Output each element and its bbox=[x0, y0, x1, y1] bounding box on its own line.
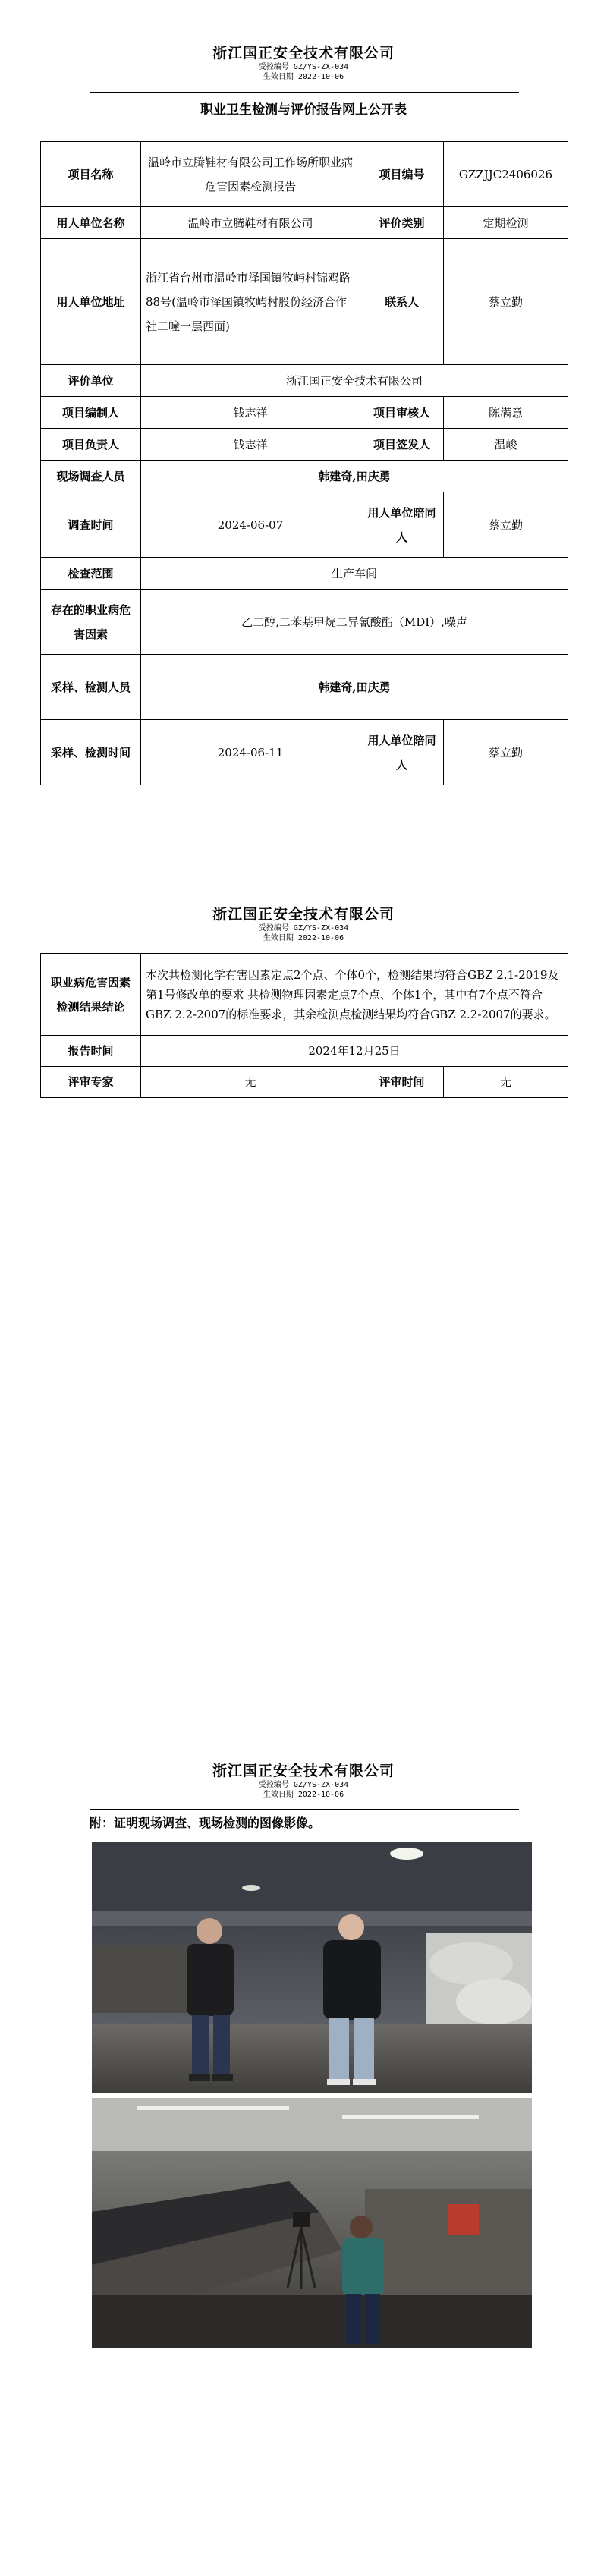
escort2-label: 用人单位陪同人 bbox=[360, 720, 444, 785]
table-row bbox=[41, 655, 568, 720]
issuer-value: 温峻 bbox=[444, 429, 568, 461]
header-divider bbox=[90, 92, 519, 93]
table-row bbox=[41, 590, 568, 655]
sampling-people-label: 采样、检测人员 bbox=[41, 655, 141, 720]
expert-label: 评审专家 bbox=[41, 1067, 141, 1098]
reviewer-value: 陈满意 bbox=[444, 397, 568, 429]
leader-value: 钱志祥 bbox=[141, 429, 360, 461]
page-header-2 bbox=[0, 903, 607, 943]
report-time-value: 2024年12月25日 bbox=[141, 1036, 568, 1067]
table-row bbox=[41, 239, 568, 365]
company-name: 浙江国正安全技术有限公司 bbox=[212, 45, 395, 61]
effective-date: 生效日期 2022-10-06 bbox=[263, 1791, 344, 1799]
contact-label: 联系人 bbox=[360, 239, 444, 365]
review-time-label: 评审时间 bbox=[360, 1067, 444, 1098]
site-detection-photo-graphic bbox=[92, 2098, 532, 2348]
table-row bbox=[41, 492, 568, 558]
sampling-time-value: 2024-06-11 bbox=[141, 720, 360, 785]
eval-unit-value: 浙江国正安全技术有限公司 bbox=[141, 365, 568, 397]
review-time-value: 无 bbox=[444, 1067, 568, 1098]
escort1-value: 蔡立勤 bbox=[444, 492, 568, 558]
site-survey-photo-graphic bbox=[92, 1842, 532, 2093]
page-header-1 bbox=[0, 42, 607, 82]
header-divider bbox=[90, 1809, 519, 1810]
table-row bbox=[41, 429, 568, 461]
conclusion-label: 职业病危害因素检测结果结论 bbox=[41, 954, 141, 1036]
table-row bbox=[41, 397, 568, 429]
info-table bbox=[40, 141, 568, 785]
unit-address-label: 用人单位地址 bbox=[41, 239, 141, 365]
table-row bbox=[41, 1036, 568, 1067]
expert-value: 无 bbox=[141, 1067, 360, 1098]
scope-label: 检查范围 bbox=[41, 558, 141, 590]
survey-people-value: 韩建奇,田庆勇 bbox=[141, 461, 568, 492]
project-no-value: GZZJJC2406026 bbox=[444, 142, 568, 207]
company-name: 浙江国正安全技术有限公司 bbox=[212, 1763, 395, 1779]
table-row bbox=[41, 954, 568, 1036]
survey-time-value: 2024-06-07 bbox=[141, 492, 360, 558]
project-name-label: 项目名称 bbox=[41, 142, 141, 207]
leader-label: 项目负责人 bbox=[41, 429, 141, 461]
contact-value: 蔡立勤 bbox=[444, 239, 568, 365]
table-row bbox=[41, 142, 568, 207]
attachment-note: 附：证明现场调查、现场检测的图像影像。 bbox=[90, 1816, 321, 1830]
page-header-3 bbox=[0, 1760, 607, 1800]
table-row bbox=[41, 365, 568, 397]
compiler-value: 钱志祥 bbox=[141, 397, 360, 429]
effective-date: 生效日期 2022-10-06 bbox=[263, 73, 344, 81]
table-row bbox=[41, 1067, 568, 1098]
hazards-label: 存在的职业病危害因素 bbox=[41, 590, 141, 655]
sampling-people-value: 韩建奇,田庆勇 bbox=[141, 655, 568, 720]
eval-unit-label: 评价单位 bbox=[41, 365, 141, 397]
doc-title: 职业卫生检测与评价报告网上公开表 bbox=[200, 102, 407, 118]
survey-people-label: 现场调查人员 bbox=[41, 461, 141, 492]
report-time-label: 报告时间 bbox=[41, 1036, 141, 1067]
table-row bbox=[41, 207, 568, 239]
hazards-value: 乙二醇,二苯基甲烷二异氰酸酯（MDI）,噪声 bbox=[141, 590, 568, 655]
scope-value: 生产车间 bbox=[141, 558, 568, 590]
control-number: 受控编号 GZ/YS-ZX-034 bbox=[258, 63, 349, 71]
eval-type-value: 定期检测 bbox=[444, 207, 568, 239]
unit-address-value: 浙江省台州市温岭市泽国镇牧屿村锦鸡路88号(温岭市泽国镇牧屿村股份经济合作社二幢一层西面) bbox=[141, 239, 360, 365]
unit-name-label: 用人单位名称 bbox=[41, 207, 141, 239]
table-row bbox=[41, 720, 568, 785]
site-survey-photo bbox=[92, 1842, 532, 2093]
survey-time-label: 调查时间 bbox=[41, 492, 141, 558]
unit-name-value: 温岭市立腾鞋材有限公司 bbox=[141, 207, 360, 239]
company-name: 浙江国正安全技术有限公司 bbox=[212, 906, 395, 923]
project-name-value: 温岭市立腾鞋材有限公司工作场所职业病危害因素检测报告 bbox=[141, 142, 360, 207]
project-no-label: 项目编号 bbox=[360, 142, 444, 207]
reviewer-label: 项目审核人 bbox=[360, 397, 444, 429]
control-number: 受控编号 GZ/YS-ZX-034 bbox=[258, 924, 349, 933]
eval-type-label: 评价类别 bbox=[360, 207, 444, 239]
table-row bbox=[41, 461, 568, 492]
site-detection-photo bbox=[92, 2098, 532, 2348]
conclusion-value: 本次共检测化学有害因素定点2个点、个体0个，检测结果均符合GBZ 2.1-2019及第1号修改单的要求 共检测物理因素定点7个点、个体1个，其中有7个点不符合GBZ 2.2-2007的标准要求，其余检测点检测结果均符合GBZ 2.2-2007的要求。 bbox=[141, 954, 568, 1036]
escort1-label: 用人单位陪同人 bbox=[360, 492, 444, 558]
effective-date: 生效日期 2022-10-06 bbox=[263, 934, 344, 942]
control-number: 受控编号 GZ/YS-ZX-034 bbox=[258, 1781, 349, 1789]
compiler-label: 项目编制人 bbox=[41, 397, 141, 429]
table-row bbox=[41, 558, 568, 590]
sampling-time-label: 采样、检测时间 bbox=[41, 720, 141, 785]
escort2-value: 蔡立勤 bbox=[444, 720, 568, 785]
conclusion-table bbox=[40, 953, 568, 1098]
issuer-label: 项目签发人 bbox=[360, 429, 444, 461]
